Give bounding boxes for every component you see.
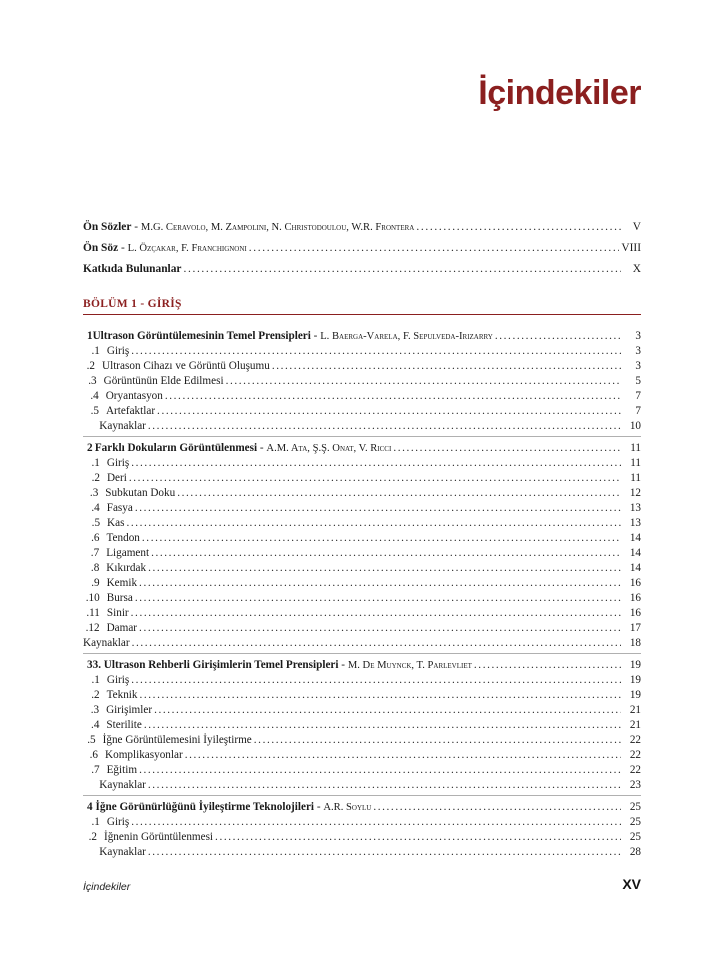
subsection-number: .7 bbox=[90, 547, 100, 559]
subsection-entry[interactable] bbox=[83, 516, 641, 531]
subsection-number: .5 bbox=[91, 517, 101, 529]
subsection-entry[interactable] bbox=[83, 486, 641, 501]
subsection-title: Kemik bbox=[106, 577, 138, 589]
subsection-page: 22 bbox=[629, 734, 641, 746]
dot-leader bbox=[416, 220, 621, 235]
references-page: 18 bbox=[629, 637, 641, 649]
subsection-entry[interactable] bbox=[83, 456, 641, 471]
subsection-number: .2 bbox=[91, 472, 100, 484]
subsection-entry[interactable] bbox=[83, 673, 641, 688]
subsection-page: 14 bbox=[629, 547, 641, 559]
subsection-title: Oryantasyon bbox=[105, 390, 163, 402]
subsection-page: 25 bbox=[629, 831, 641, 843]
subsection-title: Giriş bbox=[106, 457, 130, 469]
subsection-title: Kıkırdak bbox=[106, 562, 147, 574]
subsection-page: 13 bbox=[629, 502, 641, 514]
toc-entry-front-matter[interactable] bbox=[83, 262, 641, 277]
entry-page: V bbox=[632, 221, 641, 233]
subsection-number: .1 bbox=[91, 345, 100, 357]
subsection-entry[interactable] bbox=[83, 389, 641, 404]
chapter-title: Farklı Dokuların Görüntülenmesi bbox=[94, 442, 258, 454]
subsection-title: Ultrason Cihazı ve Görüntü Oluşumu bbox=[102, 360, 270, 372]
subsection-number: .4 bbox=[90, 390, 99, 402]
dot-leader bbox=[139, 576, 621, 591]
subsection-entry[interactable] bbox=[83, 703, 641, 718]
subsection-entry[interactable] bbox=[83, 576, 641, 591]
subsection-title: İğne Görüntülemesini İyileştirme bbox=[102, 734, 252, 746]
subsection-number: .10 bbox=[85, 592, 100, 604]
chapter-page: 3 bbox=[635, 330, 641, 342]
section-heading: BÖLÜM 1 - GİRİŞ bbox=[83, 298, 641, 315]
subsection-entry[interactable] bbox=[83, 606, 641, 621]
chapter-page: 11 bbox=[630, 442, 641, 454]
subsection-entry[interactable] bbox=[83, 561, 641, 576]
dot-leader bbox=[393, 441, 621, 456]
subsection-title: Giriş bbox=[106, 816, 130, 828]
chapter-page: 25 bbox=[629, 801, 641, 813]
chapter-entry[interactable]: 4 İğne Görünürlüğünü İyileştirme Teknolojileri - A.R. Soylu . . . 25 bbox=[83, 800, 641, 815]
subsection-number: .6 bbox=[89, 749, 99, 761]
subsection-entry[interactable] bbox=[83, 763, 641, 778]
chapter-entry[interactable]: 3 3. Ultrason Rehberli Girişimlerin Temel Prensipleri - M. De Muynck, T. Parlevliet . . . 19 bbox=[83, 658, 641, 673]
chapter-number: 3 bbox=[87, 659, 93, 671]
dot-leader bbox=[140, 688, 622, 703]
dot-leader bbox=[148, 845, 621, 860]
subsection-title: Giriş bbox=[106, 674, 130, 686]
subsection-title: Sinir bbox=[106, 607, 129, 619]
chapter-divider bbox=[83, 436, 641, 437]
dot-leader bbox=[254, 733, 621, 748]
subsection-number: .7 bbox=[91, 764, 100, 776]
dot-leader bbox=[183, 262, 621, 277]
subsection-page: 19 bbox=[629, 674, 641, 686]
subsection-page: 21 bbox=[629, 719, 641, 731]
subsection-title: Subkutan Doku bbox=[105, 487, 176, 499]
dot-leader bbox=[249, 241, 620, 256]
dot-leader bbox=[131, 815, 621, 830]
entry-title: Katkıda Bulunanlar bbox=[83, 263, 182, 275]
subsection-number: .9 bbox=[91, 577, 100, 589]
subsection-page: 3 bbox=[635, 360, 641, 372]
dot-leader bbox=[126, 516, 621, 531]
dot-leader bbox=[131, 606, 621, 621]
dot-leader bbox=[154, 703, 621, 718]
references-page: 28 bbox=[629, 846, 641, 858]
subsection-title: Damar bbox=[106, 622, 138, 634]
dot-leader bbox=[129, 471, 621, 486]
dot-leader bbox=[139, 621, 621, 636]
dot-leader bbox=[148, 419, 621, 434]
entry-title: Ön Söz bbox=[83, 242, 119, 254]
chapter-title: İğne Görünürlüğünü İyileştirme Teknolojileri bbox=[95, 801, 315, 813]
subsection-entry[interactable] bbox=[83, 748, 641, 763]
dot-leader bbox=[474, 658, 621, 673]
subsection-number: .4 bbox=[91, 719, 100, 731]
subsection-title: Sterilite bbox=[106, 719, 142, 731]
references-title: Kaynaklar bbox=[99, 779, 146, 791]
dot-leader bbox=[142, 531, 621, 546]
subsection-page: 14 bbox=[629, 562, 641, 574]
chapter-divider bbox=[83, 653, 641, 654]
footer-page-number: XV bbox=[622, 876, 641, 892]
references-title: Kaynaklar bbox=[83, 637, 130, 649]
dot-leader bbox=[151, 546, 621, 561]
subsection-title: Bursa bbox=[106, 592, 133, 604]
subsection-number: .4 bbox=[91, 502, 100, 514]
subsection-number: .3 bbox=[89, 487, 99, 499]
subsection-page: 16 bbox=[629, 577, 641, 589]
chapter-entry[interactable]: 1 Ultrason Görüntülemesinin Temel Prensipleri - L. Baerga-Varela, F. Sepulveda-Irizarry . . . 3 bbox=[83, 329, 641, 344]
entry-authors: L. Özçakar, F. Franchignoni bbox=[127, 243, 247, 254]
dot-leader bbox=[185, 748, 621, 763]
dot-leader bbox=[131, 456, 621, 471]
subsection-title: Fasya bbox=[106, 502, 133, 514]
subsection-title: Komplikasyonlar bbox=[105, 749, 183, 761]
dot-leader bbox=[135, 501, 621, 516]
chapter-number: 2 bbox=[87, 442, 93, 454]
subsection-page: 13 bbox=[629, 517, 641, 529]
dot-leader bbox=[144, 718, 621, 733]
subsection-entry[interactable] bbox=[83, 830, 641, 845]
subsection-page: 7 bbox=[635, 405, 641, 417]
chapter-entry[interactable]: 2 Farklı Dokuların Görüntülenmesi - A.M. Ata, Ş.Ş. Onat, V. Ricci . . . 11 bbox=[83, 441, 641, 456]
subsection-title: Görüntünün Elde Edilmesi bbox=[103, 375, 224, 387]
chapter-page: 19 bbox=[629, 659, 641, 671]
subsection-title: Girişimler bbox=[106, 704, 153, 716]
subsection-number: .11 bbox=[86, 607, 100, 619]
entry-authors: M.G. Ceravolo, M. Zampolini, N. Christodoulou, W.R. Frontera bbox=[140, 222, 415, 233]
subsection-number: .8 bbox=[90, 562, 100, 574]
subsection-title: Tendon bbox=[106, 532, 140, 544]
subsection-number: .2 bbox=[91, 689, 100, 701]
subsection-number: .5 bbox=[90, 405, 99, 417]
subsection-page: 11 bbox=[630, 457, 641, 469]
dot-leader bbox=[226, 374, 621, 389]
dot-leader bbox=[373, 800, 621, 815]
entry-title: Ön Sözler bbox=[83, 221, 132, 233]
subsection-page: 7 bbox=[635, 390, 641, 402]
subsection-number: .1 bbox=[91, 816, 100, 828]
subsection-entry[interactable] bbox=[83, 374, 641, 389]
subsection-page: 14 bbox=[629, 532, 641, 544]
subsection-title: Giriş bbox=[106, 345, 130, 357]
subsection-page: 21 bbox=[629, 704, 641, 716]
subsection-title: Teknik bbox=[106, 689, 138, 701]
references-title: Kaynaklar bbox=[99, 846, 146, 858]
subsection-title: Eğitim bbox=[106, 764, 138, 776]
subsection-entry[interactable] bbox=[83, 531, 641, 546]
subsection-number: .3 bbox=[88, 375, 97, 387]
chapter-divider bbox=[83, 795, 641, 796]
dot-leader bbox=[148, 561, 621, 576]
subsection-page: 11 bbox=[630, 472, 641, 484]
subsection-entry[interactable] bbox=[83, 471, 641, 486]
subsection-number: .5 bbox=[87, 734, 96, 746]
subsection-page: 16 bbox=[629, 592, 641, 604]
subsection-entry[interactable] bbox=[83, 815, 641, 830]
chapter-authors: L. Baerga-Varela, F. Sepulveda-Irizarry bbox=[320, 331, 493, 342]
subsection-number: .12 bbox=[85, 622, 100, 634]
footer-running-title: İçindekiler bbox=[83, 881, 131, 893]
subsection-number: .3 bbox=[90, 704, 100, 716]
chapter-authors: A.R. Soylu bbox=[323, 802, 372, 813]
subsection-page: 22 bbox=[629, 749, 641, 761]
subsection-entry[interactable] bbox=[83, 733, 641, 748]
subsection-page: 17 bbox=[629, 622, 641, 634]
chapter-number: 1 bbox=[87, 330, 93, 342]
references-page: 23 bbox=[629, 779, 641, 791]
entry-page: X bbox=[632, 263, 641, 275]
subsection-number: .6 bbox=[91, 532, 100, 544]
subsection-page: 19 bbox=[629, 689, 641, 701]
subsection-page: 3 bbox=[635, 345, 641, 357]
subsection-entry[interactable] bbox=[83, 688, 641, 703]
subsection-page: 12 bbox=[629, 487, 641, 499]
subsection-title: Ligament bbox=[106, 547, 150, 559]
subsection-entry[interactable] bbox=[83, 718, 641, 733]
subsection-number: .1 bbox=[91, 457, 100, 469]
subsection-title: Kas bbox=[107, 517, 125, 529]
toc-entry-front-matter[interactable]: Ön Söz - L. Özçakar, F. Franchignoni . . . VIII bbox=[83, 241, 641, 256]
dot-leader bbox=[157, 404, 621, 419]
subsection-entry[interactable] bbox=[83, 344, 641, 359]
subsection-entry[interactable] bbox=[83, 404, 641, 419]
subsection-page: 5 bbox=[635, 375, 641, 387]
dot-leader bbox=[139, 763, 621, 778]
chapter-authors: A.M. Ata, Ş.Ş. Onat, V. Ricci bbox=[266, 443, 392, 454]
subsection-entry[interactable] bbox=[83, 546, 641, 561]
dot-leader bbox=[148, 778, 621, 793]
subsection-entry[interactable] bbox=[83, 621, 641, 636]
subsection-number: .1 bbox=[91, 674, 100, 686]
subsection-number: .2 bbox=[88, 831, 97, 843]
chapter-number: 4 bbox=[87, 801, 93, 813]
chapter-authors: M. De Muynck, T. Parlevliet bbox=[347, 660, 472, 671]
dot-leader bbox=[165, 389, 621, 404]
dot-leader bbox=[135, 591, 621, 606]
entry-page: VIII bbox=[621, 242, 641, 254]
subsection-title: İğnenin Görüntülenmesi bbox=[103, 831, 214, 843]
references-entry[interactable] bbox=[83, 636, 641, 651]
subsection-entry[interactable] bbox=[83, 359, 641, 374]
subsection-title: Artefaktlar bbox=[105, 405, 156, 417]
subsection-entry[interactable] bbox=[83, 591, 641, 606]
dot-leader bbox=[177, 486, 621, 501]
subsection-number: .2 bbox=[86, 360, 96, 372]
references-entry[interactable] bbox=[83, 419, 641, 434]
dot-leader bbox=[132, 636, 621, 651]
dot-leader bbox=[131, 673, 621, 688]
subsection-title: Deri bbox=[106, 472, 127, 484]
subsection-entry[interactable] bbox=[83, 501, 641, 516]
dot-leader bbox=[131, 344, 621, 359]
references-entry[interactable] bbox=[83, 845, 641, 860]
references-page: 10 bbox=[629, 420, 641, 432]
chapter-title: Ultrason Görüntülemesinin Temel Prensipleri bbox=[92, 330, 311, 342]
subsection-page: 25 bbox=[629, 816, 641, 828]
subsection-page: 16 bbox=[629, 607, 641, 619]
subsection-page: 22 bbox=[629, 764, 641, 776]
page-title: İçindekiler bbox=[478, 74, 641, 112]
references-title: Kaynaklar bbox=[99, 420, 146, 432]
toc-entry-front-matter[interactable]: Ön Sözler - M.G. Ceravolo, M. Zampolini, N. Christodoulou, W.R. Frontera . . . V bbox=[83, 220, 641, 235]
dot-leader bbox=[215, 830, 621, 845]
dot-leader bbox=[272, 359, 621, 374]
dot-leader bbox=[495, 329, 621, 344]
references-entry[interactable] bbox=[83, 778, 641, 793]
chapter-title: 3. Ultrason Rehberli Girişimlerin Temel Prensipleri bbox=[92, 659, 339, 671]
